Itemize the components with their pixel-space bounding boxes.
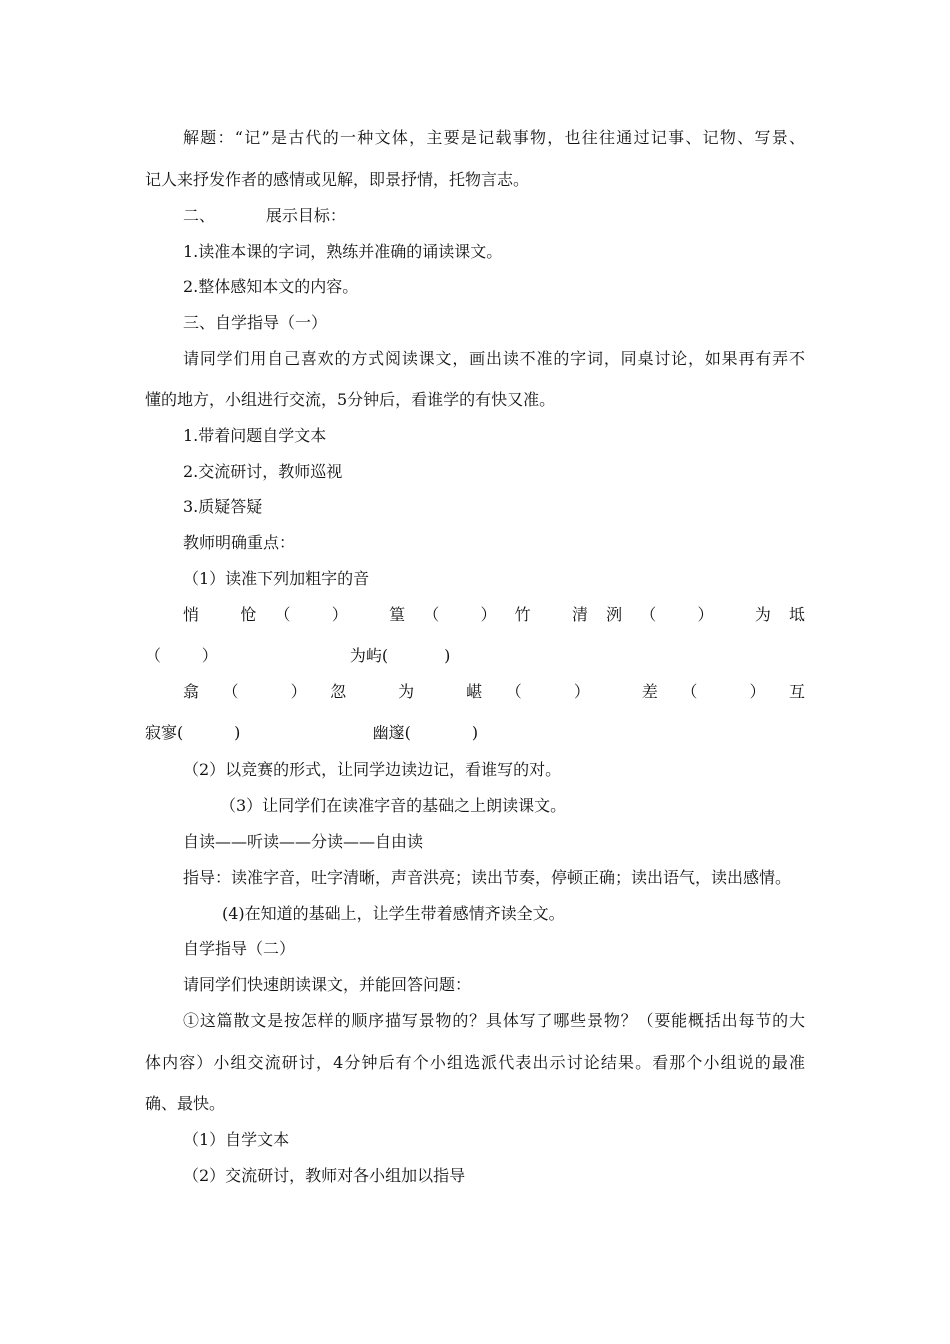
pronunciation-row: 悄 怆（ ） 篁（ ）竹 清洌（ ） 为坻 (183, 605, 805, 624)
list-item: （1）读准下列加粗字的音 (183, 569, 370, 588)
paragraph-line: 自读——听读——分读——自由读 (183, 832, 424, 851)
section-heading: 自学指导（二） (183, 939, 296, 958)
list-item: 1.带着问题自学文本 (183, 426, 327, 445)
paragraph-line: 体内容）小组交流研讨，4分钟后有个小组选派代表出示讨论结果。看那个小组说的最准 (145, 1053, 805, 1072)
list-item: 3.质疑答疑 (183, 497, 263, 516)
list-item: （2）交流研讨，教师对各小组加以指导 (183, 1166, 466, 1185)
paragraph-line: 教师明确重点： (183, 533, 296, 552)
section-heading: 二、 展示目标： (183, 206, 346, 225)
paragraph-line: 懂的地方，小组进行交流，5分钟后，看谁学的有快又准。 (145, 390, 556, 409)
pronunciation-row: （ ） 为屿( ) (145, 646, 451, 665)
pronunciation-row: 翕（ ）忽 为 嵁（ ） 差（ ）互 (183, 682, 805, 701)
list-item: （3）让同学们在读准字音的基础之上朗读课文。 (220, 796, 567, 815)
paragraph-line: 指导：读准字音，吐字清晰，声音洪亮；读出节奏，停顿正确；读出语气，读出感情。 (183, 868, 792, 887)
list-item: 2.整体感知本文的内容。 (183, 277, 359, 296)
paragraph-line: 请同学们用自己喜欢的方式阅读课文，画出读不准的字词，同桌讨论，如果再有弄不 (183, 349, 805, 368)
pronunciation-row: 寂寥( ) 幽邃( ) (145, 723, 479, 742)
section-heading: 三、自学指导（一） (183, 313, 328, 332)
paragraph-line: 解题：“记”是古代的一种文体，主要是记载事物，也往往通过记事、记物、写景、 (183, 128, 805, 147)
paragraph-line: 请同学们快速朗读课文，并能回答问题： (183, 975, 472, 994)
paragraph-line: ①这篇散文是按怎样的顺序描写景物的？具体写了哪些景物？（要能概括出每节的大 (183, 1011, 805, 1030)
list-item: 1.读准本课的字词，熟练并准确的诵读课文。 (183, 242, 503, 261)
paragraph-line: 记人来抒发作者的感情或见解，即景抒情，托物言志。 (145, 170, 530, 189)
list-item: （1）自学文本 (183, 1130, 290, 1149)
list-item: 2.交流研讨，教师巡视 (183, 462, 343, 481)
paragraph-line: 确、最快。 (145, 1094, 226, 1113)
list-item: （2）以竞赛的形式，让同学边读边记，看谁写的对。 (183, 760, 562, 779)
list-item: (4)在知道的基础上，让学生带着感情齐读全文。 (222, 904, 565, 923)
